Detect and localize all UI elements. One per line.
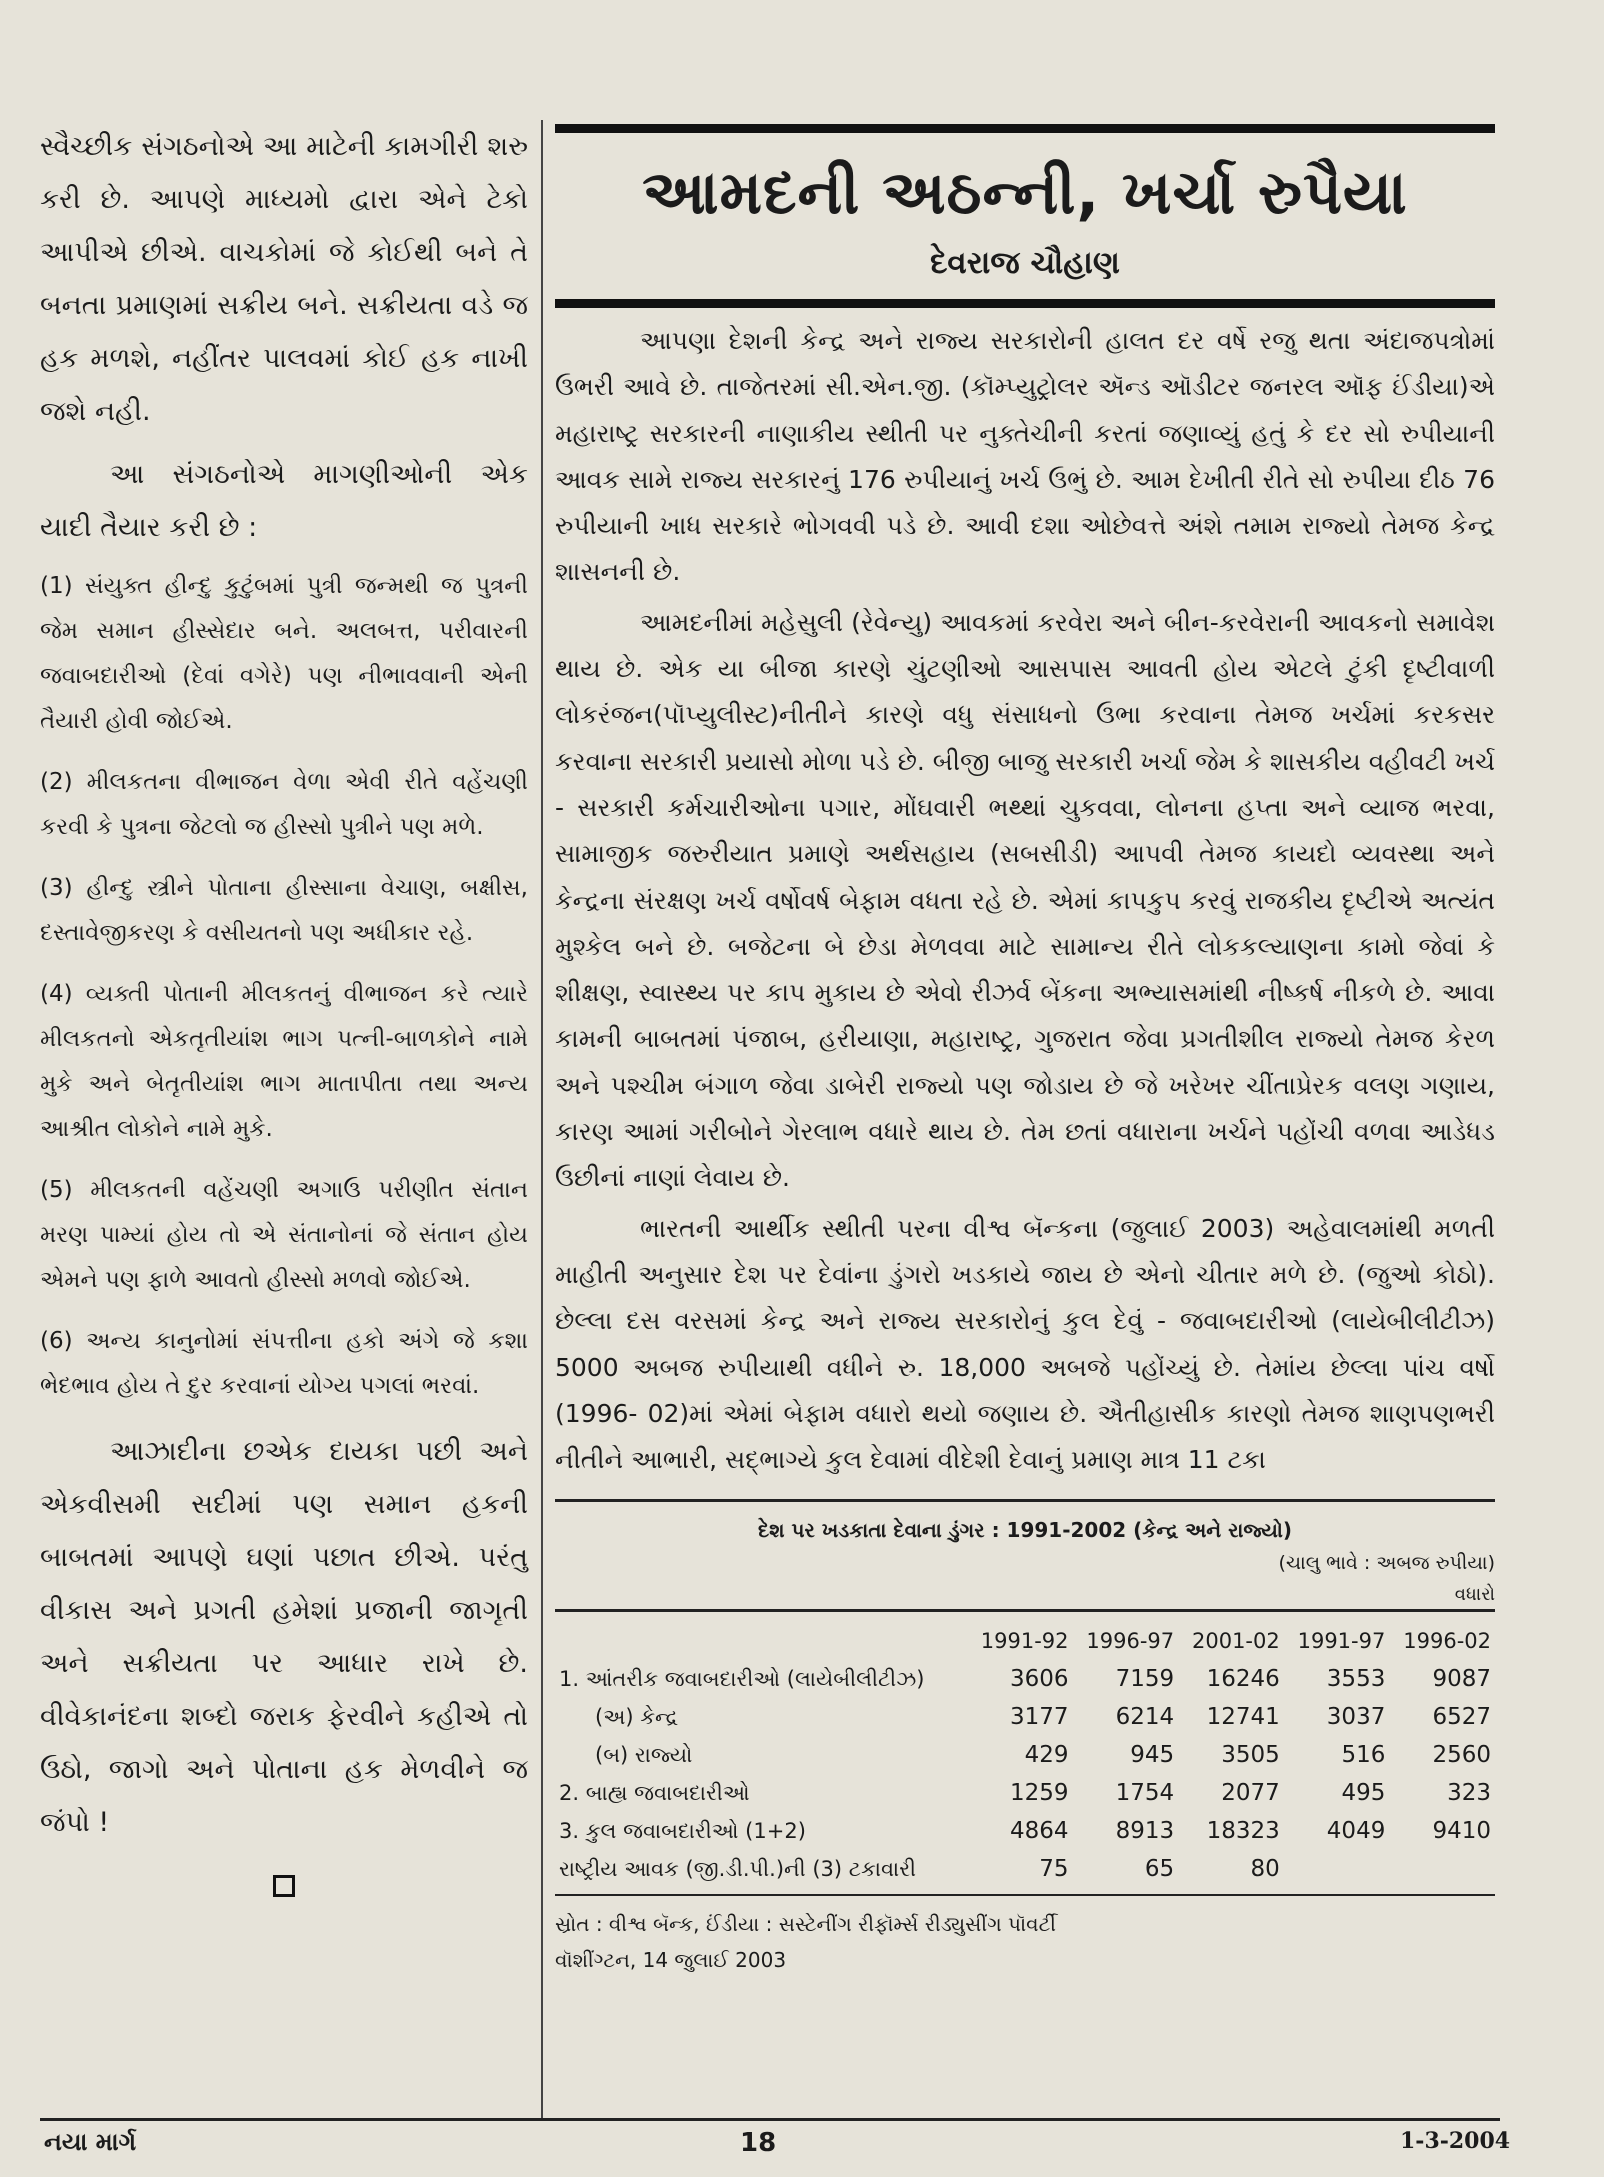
table-cell: 16246	[1206, 1666, 1280, 1693]
table-source-line-1: સ્રોત : વીશ્વ બૅન્ક, ઈંડીયા : સસ્ટેનીંગ રીફૉર્મ્સ રીડ્યુસીંગ પૉવર્ટી	[555, 1912, 1056, 1937]
article-headline: આમદની અઠન્ની, ખર્ચા રુપૈયા	[642, 158, 1408, 228]
table-cell	[1389, 1850, 1495, 1888]
left-column	[40, 120, 528, 1897]
table-cell: 4049	[1326, 1818, 1386, 1845]
table-cell: 495	[1341, 1780, 1386, 1807]
table-header-cell: 1996-97	[1086, 1629, 1175, 1654]
table-row-label: રાષ્ટ્રીય આવક (જી.ડી.પી.)ની (3) ટકાવારી	[559, 1856, 917, 1881]
table-cell	[1284, 1850, 1390, 1888]
table-cell: 6527	[1432, 1704, 1491, 1731]
table-row	[555, 1850, 1495, 1888]
table-header-cell: 1991-97	[1297, 1629, 1386, 1654]
table-cell: 1259	[1009, 1780, 1069, 1807]
demand-item-4: (4) વ્યક્તી પોતાની મીલકતનું વીભાજન કરે ત્યારે મીલકતનો એકતૃતીયાંશ ભાગ પત્ની-બાળકોને નામે મુકે અને બેતૃતીયાંશ ભાગ માતાપીતા તથા અન્ય આશ્રીત લોકોને નામે મુકે.	[40, 981, 528, 1142]
table-cell: 3606	[1009, 1666, 1069, 1693]
table-row	[555, 1812, 1495, 1850]
table-row-label: 1. આંતરીક જવાબદારીઓ (લાયેબીલીટીઝ)	[559, 1666, 925, 1691]
closing-paragraph: આઝાદીના છએક દાયકા પછી અને એકવીસમી સદીમાં પણ સમાન હકની બાબતમાં આપણે ઘણાં પછાત છીએ. પરંતુ વીકાસ અને પ્રગતી હમેશાં પ્રજાની જાગૃતી અને સક્રીયતા પર આધાર રાખે છે. વીવેકાનંદના શબ્દો જરાક ફેરવીને કહીએ તો ઉઠો, જાગો અને પોતાના હક મેળવીને જ જંપો !	[40, 1436, 528, 1838]
table-cell: 12741	[1206, 1704, 1280, 1731]
footer-publication-name: નયા માર્ગ	[44, 2128, 137, 2156]
footer-date: 1-3-2004	[1400, 2128, 1511, 2154]
table-header-cell: 1996-02	[1403, 1629, 1491, 1654]
table-row	[555, 1660, 1495, 1698]
intro-paragraph: સ્વૈચ્છીક સંગઠનોએ આ માટેની કામગીરી શરુ કરી છે. આપણે માધ્યમો દ્વારા એને ટેકો આપીએ છીએ. વાચકોમાં જે કોઈથી બને તે બનતા પ્રમાણમાં સક્રીય બને. સક્રીયતા વડે જ હક મળશે, નહીંતર પાલવમાં કોઈ હક નાખી જશે નહી.	[40, 131, 528, 427]
table-cell: 65	[1144, 1856, 1175, 1883]
table-header-row	[555, 1622, 1495, 1660]
table-cell: 3037	[1326, 1704, 1386, 1731]
debt-table	[555, 1622, 1495, 1888]
table-cell: 2560	[1432, 1742, 1491, 1769]
demand-item-5: (5) મીલકતની વહેંચણી અગાઉ પરીણીત સંતાન મરણ પામ્યાં હોય તો એ સંતાનોનાં જે સંતાન હોય એમને પણ ફાળે આવતો હીસ્સો મળવો જોઈએ.	[40, 1177, 528, 1293]
demands-intro: આ સંગઠનોએ માગણીઓની એક યાદી તૈયાર કરી છે :	[40, 459, 528, 543]
headline-top-rule	[555, 124, 1495, 133]
footer-page-number: 18	[740, 2128, 777, 2158]
headline-bottom-rule	[555, 299, 1495, 308]
table-cell: 1754	[1115, 1780, 1175, 1807]
demand-item-6: (6) અન્ય કાનુનોમાં સંપત્તીના હકો અંગે જે કશા ભેદભાવ હોય તે દુર કરવાનાં યોગ્ય પગલાં ભરવાં.	[40, 1328, 528, 1399]
demand-item-2: (2) મીલકતના વીભાજન વેળા એવી રીતે વહેંચણી કરવી કે પુત્રના જેટલો જ હીસ્સો પુત્રીને પણ મળે.	[40, 769, 528, 840]
article-paragraph-3: ભારતની આર્થીક સ્થીતી પરના વીશ્વ બૅન્કના (જુલાઈ 2003) અહેવાલમાંથી મળતી માહીતી અનુસાર દેશ પર દેવાંના ડુંગરો ખડકાયે જાય છે એનો ચીતાર મળે છે. (જુઓ કોઠો). છેલ્લા દસ વરસમાં કેન્દ્ર અને રાજ્ય સરકારોનું કુલ દેવું - જવાબદારીઓ (લાયેબીલીટીઝ) 5000 અબજ રુપીયાથી વધીને રુ. 18,000 અબજે પહોંચ્યું છે. તેમાંય છેલ્લા પાંચ વર્ષો (1996- 02)માં એમાં બેફામ વધારો થયો જણાય છે. ઐતીહાસીક કારણો તેમજ શાણપણભરી નીતીને આભારી, સદ્ભાગ્યે કુલ દેવામાં વીદેશી દેવાનું પ્રમાણ માત્ર 11 ટકા	[555, 1213, 1495, 1475]
table-row	[555, 1736, 1495, 1774]
table-bottom-rule	[555, 1894, 1495, 1896]
table-header-cell: 2001-02	[1191, 1629, 1280, 1654]
table-cell: 2077	[1221, 1780, 1280, 1807]
article-byline: દેવરાજ ચૌહાણ	[930, 245, 1120, 281]
table-cell: 80	[1250, 1856, 1280, 1883]
table-cell: 429	[1024, 1742, 1069, 1769]
table-cell: 3505	[1221, 1742, 1280, 1769]
article-paragraph-2: આમદનીમાં મહેસુલી (રેવેન્યુ) આવકમાં કરવેરા અને બીન-કરવેરાની આવકનો સમાવેશ થાય છે. એક યા બીજા કારણે ચુંટણીઓ આસપાસ આવતી હોય એટલે ટુંકી દૃષ્ટીવાળી લોકરંજન(પૉપ્યુલીસ્ટ)નીતીને કારણે વધુ સંસાધનો ઉભા કરવાના તેમજ ખર્ચમાં કરકસર કરવાના સરકારી પ્રયાસો મોળા પડે છે. બીજી બાજુ સરકારી ખર્ચા જેમ કે શાસકીય વહીવટી ખર્ચ - સરકારી કર્મચારીઓના પગાર, મોંઘવારી ભથ્થાં ચુકવવા, લોનના હપ્તા અને વ્યાજ ભરવા, સામાજીક જરુરીયાત પ્રમાણે અર્થસહાય (સબસીડી) આપવી તેમજ કાયદો વ્યવસ્થા અને કેન્દ્રના સંરક્ષણ ખર્ચ વર્ષોવર્ષ બેફામ વધતા રહે છે. એમાં કાપકુપ કરવું રાજકીય દૃષ્ટીએ અત્યંત મુશ્કેલ બને છે. બજેટના બે છેડા મેળવવા માટે સામાન્ય રીતે લોકકલ્યાણના કામો જેવાં કે શીક્ષણ, સ્વાસ્થ્ય પર કાપ મુકાય છે એવો રીઝર્વ બેંકના અભ્યાસમાંથી નીષ્કર્ષ નીકળે છે. આવા કામની બાબતમાં પંજાબ, હરીયાણા, મહારાષ્ટ્ર, ગુજરાત જેવા પ્રગતીશીલ રાજ્યો તેમજ કેરળ અને પશ્ચીમ બંગાળ જેવા ડાબેરી રાજ્યો પણ જોડાય છે જે ખરેખર ચીંતાપ્રેરક વલણ ગણાય, કારણ આમાં ગરીબોને ગેરલાભ વધારે થાય છે. તેમ છતાં વધારાના ખર્ચને પહોંચી વળવા આડેધડ ઉછીનાં નાણાં લેવાય છે.	[555, 607, 1496, 1193]
table-cell: 8913	[1115, 1818, 1175, 1845]
column-divider	[541, 120, 543, 2120]
table-cell: 4864	[1009, 1818, 1069, 1845]
table-header-rule	[555, 1609, 1495, 1612]
table-row-label: 2. બાહ્ય જવાબદારીઓ	[559, 1780, 750, 1805]
end-of-article-square-icon	[273, 1875, 295, 1897]
table-increase-label: વધારો	[1454, 1584, 1495, 1606]
table-unit-note: (ચાલુ ભાવે : અબજ રુપીયા)	[1278, 1552, 1495, 1575]
table-row	[555, 1774, 1495, 1812]
table-cell: 6214	[1115, 1704, 1175, 1731]
table-row	[555, 1698, 1495, 1736]
table-title: દેશ પર ખડકાતા દેવાના ડુંગર : 1991-2002 (કેન્દ્ર અને રાજ્યો)	[757, 1518, 1292, 1543]
article-paragraph-1: આપણા દેશની કેન્દ્ર અને રાજ્ય સરકારોની હાલત દર વર્ષે રજુ થતા અંદાજપત્રોમાં ઉભરી આવે છે. તાજેતરમાં સી.એન.જી. (કૉમ્પ્યુટ્રોલર ઍન્ડ ઑડીટર જનરલ ઑફ ઈંડીયા)એ મહારાષ્ટ્ર સરકારની નાણાકીય સ્થીતી પર નુક્તેચીની કરતાં જણાવ્યું હતું કે દર સો રુપીયાની આવક સામે રાજ્ય સરકારનું 176 રુપીયાનું ખર્ચ ઉભું છે. આમ દેખીતી રીતે સો રુપીયા દીઠ 76 રુપીયાની ખાધ સરકારે ભોગવવી પડે છે. આવી દશા ઓછેવત્તે અંશે તમામ રાજ્યો તેમજ કેન્દ્ર શાસનની છે.	[555, 326, 1495, 587]
table-cell: 945	[1130, 1742, 1175, 1769]
debt-table-box	[555, 1499, 1495, 1978]
table-cell: 9087	[1432, 1666, 1491, 1693]
table-cell: 516	[1341, 1742, 1386, 1769]
table-row-label: 3. કુલ જવાબદારીઓ (1+2)	[559, 1818, 806, 1843]
demand-item-1: (1) સંયુક્ત હીન્દુ કુટુંબમાં પુત્રી જન્મથી જ પુત્રની જેમ સમાન હીસ્સેદાર બને. અલબત્ત, પરીવારની જવાબદારીઓ (દેવાં વગેરે) પણ નીભાવવાની એની તૈયારી હોવી જોઈએ.	[40, 573, 528, 734]
table-cell: 18323	[1206, 1818, 1280, 1845]
right-column-article	[555, 120, 1495, 1978]
table-header-cell	[555, 1622, 967, 1660]
table-cell: 323	[1447, 1780, 1491, 1807]
footer-rule	[40, 2118, 1500, 2121]
table-cell: 75	[1039, 1856, 1069, 1883]
table-cell: 9410	[1432, 1818, 1491, 1845]
table-row-label: (બ) રાજ્યો	[595, 1742, 693, 1767]
table-source-line-2: વૉશીંગ્ટન, 14 જુલાઈ 2003	[555, 1948, 787, 1973]
table-header-cell: 1991-92	[980, 1629, 1069, 1654]
table-cell: 3177	[1009, 1704, 1069, 1731]
table-cell: 7159	[1115, 1666, 1175, 1693]
demand-item-3: (3) હીન્દુ સ્ત્રીને પોતાના હીસ્સાના વેચાણ, બક્ષીસ, દસ્તાવેજીકરણ કે વસીયતનો પણ અધીકાર રહે.	[40, 875, 528, 946]
table-cell: 3553	[1326, 1666, 1386, 1693]
table-row-label: (અ) કેન્દ્ર	[595, 1704, 678, 1729]
